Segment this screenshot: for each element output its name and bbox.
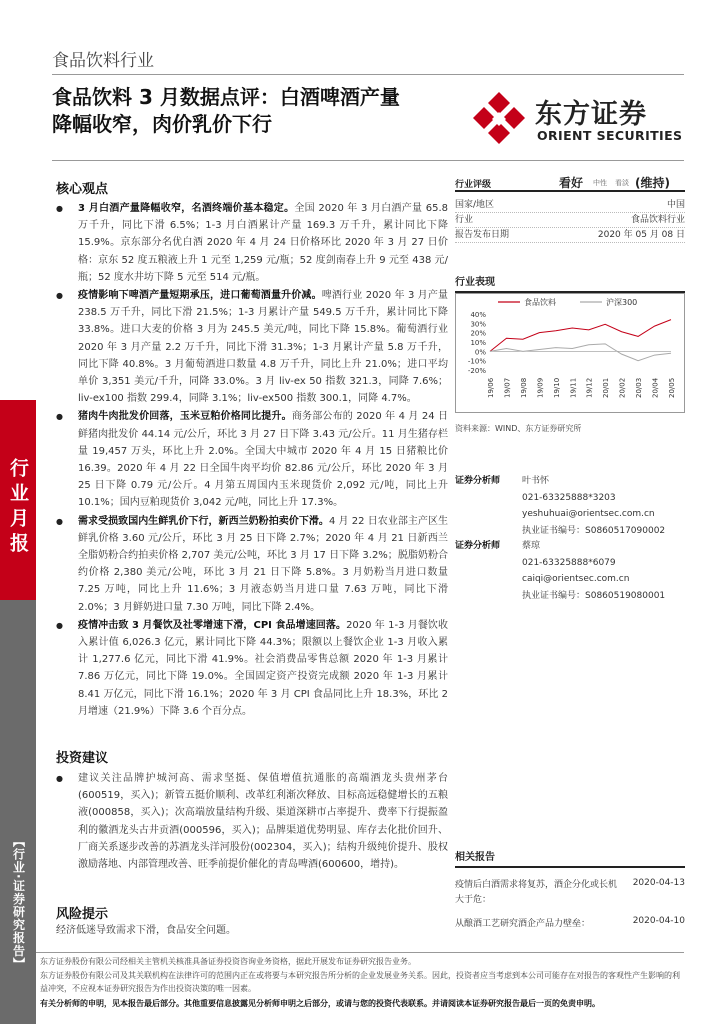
investment-heading: 投资建议 [56,751,109,766]
analyst-name: 蔡琼 [522,541,541,551]
performance-chart-svg [456,294,684,412]
title-line-1: 食品饮料 3 月数据点评：白酒啤酒产量 [52,85,400,109]
x-tick-label: 19/06 [487,377,495,398]
orient-logo-icon [470,90,528,148]
x-tick-label: 19/10 [552,377,561,398]
core-view-heading: 核心观点 [56,182,109,197]
analyst-1 [455,473,685,539]
analyst-license: 执业证书编号：S0860519080001 [522,590,666,601]
chart-source: 资料来源：WIND、东方证券研究所 [455,424,582,433]
series-line [490,344,671,361]
rating-bearish: 看淡 [615,179,629,187]
x-tick-label: 20/01 [602,377,611,398]
legend-label: 沪深300 [606,298,638,307]
performance-chart [455,293,685,413]
risk-text: 经济低迷导致需求下滑，食品安全问题。 [56,925,236,936]
core-point-4: ● 需求受损致国内生鲜乳价下行，新西兰奶粉拍卖价下滑。4 月 22 日农业部主产区生鲜乳价格 3.60 元/公斤，环比 3 月 25 日下降 2.7%；2020 年 4 月 21 日新西兰全脂奶粉合约拍卖价格 2,707 美元/公吨，环比 3 月 17 日下降 3.2%；脱脂奶粉合约价格 2,380 美元/公吨，环比 3 月 21 日下降 5.8%。3 月奶粉当月进口数量 7.25 万吨，同比上升 11.6%；3 月液态奶当月进口量 7.63 万吨，同比下滑 2.0%；3 月鲜奶进口量 7.30 万吨，同比下降 2.4%。 [56,513,448,616]
rating-value: 看好 [559,176,584,190]
core-point-5: ● 疫情冲击致 3 月餐饮及社零增速下滑，CPI 食品增速回落。2020 年 1-3 月餐饮收入累计值 6,026.3 亿元，累计同比下降 44.3%；限额以上餐饮企业 1-3 月收入累计 1,277.6 亿元，同比下滑 41.9%。社会消费品零售总额 2020 年 1-3 月累计 7.86 万亿元，同比下降 19.0%。全国固定资产投资完成额 2020 年 1-3 月累计 8.41 万亿元，同比下滑 16.1%；2020 年 3 月 CPI 食品同比上升 18.3%，环比 2 月增速（21.9%）下降 3.6 个百分点。 [56,617,448,720]
analyst-email[interactable]: caiqi@orientsec.com.cn [522,574,630,584]
x-tick-label: 19/08 [519,377,528,398]
related-item[interactable]: 疫情后白酒需求将复苏，酒企分化或长机大于危： 2020-04-13 [455,878,685,905]
related-heading: 相关报告 [455,848,685,868]
x-tick-label: 20/05 [668,377,676,398]
footer-line-1: 东方证券股份有限公司经相关主管机关核准具备证券投资咨询业务资格，据此开展发布证券研究报告业务。 [40,957,416,966]
x-tick-label: 20/04 [651,377,660,398]
risk-heading: 风险提示 [56,907,109,922]
rating-bar [455,172,685,192]
report-title [52,84,442,138]
investment-text: ● 建议关注品牌护城河高、需求坚挺、保值增值抗通胀的高端酒龙头贵州茅台(600519，买入)；新管五挺价顺利、改革红利渐次释放、目标高远稳健增长的五粮液(000858，买入)；次高端放量结构升级、渠道深耕市占率提升、费率下行提振盈利的徽酒龙头古井贡酒(000596，买入)；品牌渠道优势明显、库存去化批价回升、厂商关系逐步改善的苏酒龙头洋河股份(002304，买入)；结构升级纯价提升、股权激励落地、内部管理改善、旺季前提价催化的青岛啤酒(600600，增持)。 [56,770,448,873]
header-rule [52,160,684,161]
footer-line-3: 有关分析师的申明，见本报告最后部分。其他重要信息披露见分析师申明之后部分，或请与您的投资代表联系。并请阅读本证券研究报告最后一页的免责申明。 [40,999,600,1008]
footer-rule [36,952,684,953]
analyst-license: 执业证书编号：S0860517090002 [522,525,666,536]
sector-title: 食品饮料行业 [52,51,154,71]
sidebar-report-type: 行业月报 [7,458,29,558]
x-tick-label: 19/12 [585,377,594,398]
y-tick-label: 20% [470,329,486,338]
info-row: 行业 食品饮料行业 [455,213,685,228]
core-point-1: ● 3 月白酒产量降幅收窄，名酒终端价基本稳定。全国 2020 年 3 月白酒产量 65.8 万千升，同比下滑 6.5%；1-3 月白酒累计产量 169.3 万千升，累计同比下降 15.9%。京东部分名优白酒 2020 年 4 月 24 日价格环比 2020 年 3 月 27 日价格：京东 52 度五粮液上升 1 元至 1,259 元/瓶；52 度剑南春上升 9 元至 438 元/瓶；52 度水井坊下降 5 元至 514 元/瓶。 [56,200,448,286]
x-tick-label: 20/02 [618,377,627,398]
y-tick-label: -10% [467,357,486,366]
analyst-role: 证券分析师 [455,541,501,551]
rating-label: 行业评级 [455,180,492,190]
rating-status: (维持) [635,176,670,190]
logo-cn: 东方证券 [535,99,647,130]
analyst-2 [455,538,685,604]
core-view-body [56,200,448,721]
legend-label: 食品饮料 [524,298,556,307]
analyst-email[interactable]: yeshuhuai@orientsec.com.cn [522,509,655,519]
title-line-2: 降幅收窄，肉价乳价下行 [52,112,272,136]
analyst-phone: 021-63325888*3203 [522,492,616,503]
sidebar-tag: 【行业·证券研究报告】 [11,835,26,971]
related-item[interactable]: 从酿酒工艺研究酒企产品力壁垒： 2020-04-10 [455,916,685,929]
footer-line-2: 东方证券股份有限公司及其关联机构在法律许可的范围内正在或将要与本研究报告所分析的企业发展业务关系。因此，投资者应当考虑到本公司可能存在对报告的客观性产生影响的利益冲突，不应视本证券研究报告为作出投资决策的唯一因素。 [40,971,680,993]
analyst-phone: 021-63325888*6079 [522,557,616,568]
x-tick-label: 19/09 [536,377,545,398]
performance-heading: 行业表现 [455,273,685,293]
info-row: 国家/地区 中国 [455,198,685,213]
analyst-role: 证券分析师 [455,476,501,486]
logo-en: ORIENT SECURITIES [537,128,683,143]
core-point-3: ● 猪肉牛肉批发价回落，玉米豆粕价格同比提升。商务部公布的 2020 年 4 月 24 日鲜猪肉批发价 44.14 元/公斤，环比 3 月 27 日下降 3.43 元/公斤。11 月生猪存栏量 19,457 万头，环比上升 2.0%。全国大中城市 2020 年 4 月 15 日猪粮比价 16.39。2020 年 4 月 22 日全国牛肉平均价 82.86 元/公斤，环比 2020 年 3 月 25 日下降 0.79 元/公斤。4 月第五周国内玉米现货价 2,092 元/吨，同比上升 10.1%；国内豆粕现货价 3,042 元/吨，同比上升 17.3%。 [56,408,448,511]
y-tick-label: -20% [467,367,486,375]
rating-neutral: 中性 [593,179,607,187]
analyst-name: 叶书怀 [522,476,550,486]
x-tick-label: 19/11 [569,377,578,398]
info-table [455,198,685,243]
y-tick-label: 10% [470,339,486,347]
x-tick-label: 20/03 [635,377,644,398]
y-tick-label: 40% [470,311,486,319]
x-tick-label: 19/07 [503,377,512,398]
info-row: 报告发布日期 2020 年 05 月 08 日 [455,228,685,243]
y-tick-label: 0% [474,348,486,357]
core-point-2: ● 疫情影响下啤酒产量短期承压，进口葡萄酒量升价减。啤酒行业 2020 年 3 月产量 238.5 万千升，同比下滑 21.5%；1-3 月累计产量 549.5 万千升，累计同比下降 33.8%。进口大麦的价格 3 月为 245.5 美元/吨，同比下降 15.8%。葡萄酒行业 2020 年 3 月产量 2.2 万千升，同比下滑 31.3%；1-3 月累计产量 5.8 万千升，同比下降 40.8%。3 月葡萄酒进口数量 4.8 万千升，同比上升 21.0%；进口平均单价 3,351 美元/千升，同降 33.0%。3 月 liv-ex 50 指数 321.3，同降 7.6%；liv-ex100 指数 299.4，同降 3.1%；liv-ex500 指数 300.1，同降 4.7%。 [56,287,448,407]
y-tick-label: 30% [470,320,486,329]
top-rule [52,74,684,75]
investment-body [56,770,448,874]
